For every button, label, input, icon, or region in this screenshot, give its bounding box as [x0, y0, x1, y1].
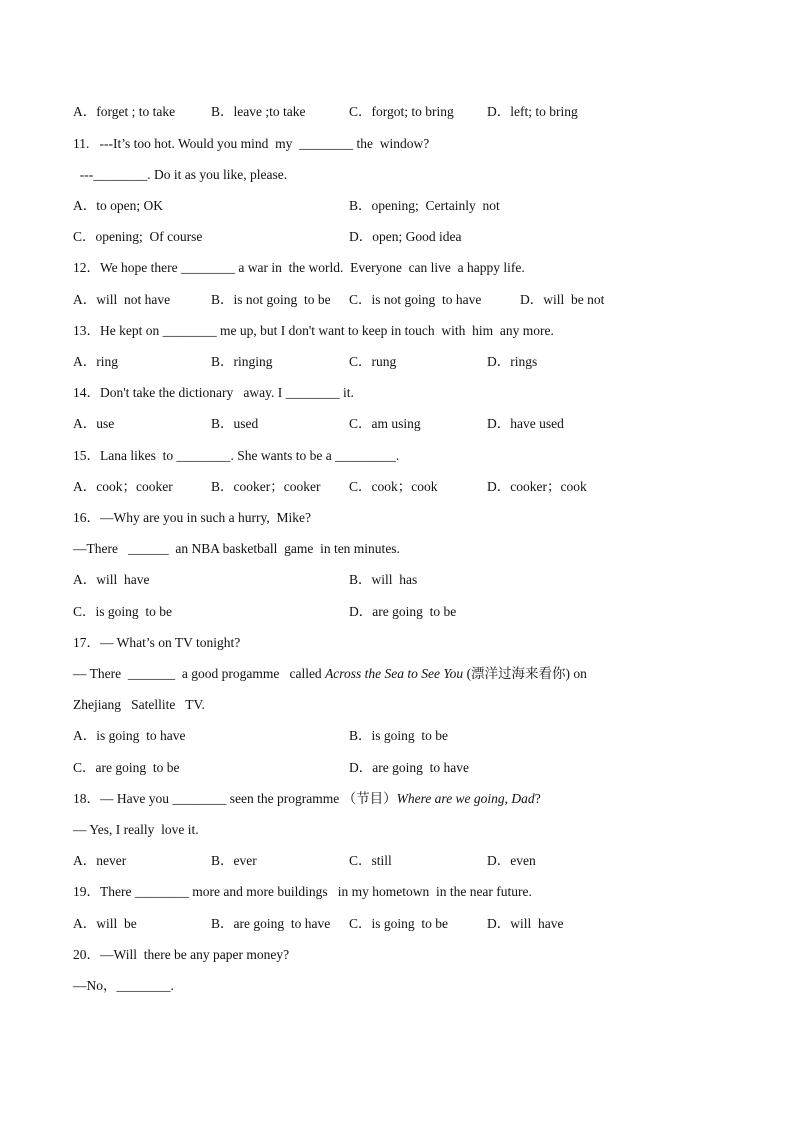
q17-reply-end: (漂洋过海来看你) on	[463, 666, 587, 681]
q14-option-b: B．used	[211, 416, 259, 431]
q16-option-c: C．is going to be	[73, 604, 173, 619]
q12-option-d: D．will be not	[520, 292, 605, 307]
q16-option-b: B．will has	[349, 572, 418, 587]
q19-option-a: A．will be	[73, 916, 137, 931]
q18-programme-title: Where are we going, Dad	[396, 791, 535, 806]
q19-option-c: C．is going to be	[349, 916, 449, 931]
q11-stem: 11. ---It’s too hot. Would you mind my ________ the window?	[73, 136, 430, 151]
q17-option-d: D．are going to have	[349, 760, 469, 775]
q18-option-c: C．still	[349, 853, 392, 868]
q11-reply: ---________. Do it as you like, please.	[73, 167, 288, 182]
q11-option-a: A．to open; OK	[73, 198, 163, 213]
q17-reply-continued: Zhejiang Satellite TV.	[73, 697, 205, 712]
q17-reply	[73, 666, 587, 682]
q12-stem: 12．We hope there ________ a war in the world. Everyone can live a happy life.	[73, 260, 525, 275]
q11-option-d: D．open; Good idea	[349, 229, 462, 244]
q14-option-a: A．use	[73, 416, 115, 431]
q18-stem-end: ?	[534, 791, 541, 806]
q20-reply: —No，________.	[73, 978, 174, 993]
q14-option-c: C．am using	[349, 416, 421, 431]
q15-option-b: B．cooker；cooker	[211, 479, 321, 494]
q19-option-d: D．will have	[487, 916, 564, 931]
q18-option-d: D．even	[487, 853, 536, 868]
q13-option-b: B．ringing	[211, 354, 273, 369]
q17-reply-start: — There _______ a good progamme called	[73, 666, 326, 681]
q10-option-b: B．leave ;to take	[211, 104, 306, 119]
q16-stem: 16．—Why are you in such a hurry, Mike?	[73, 510, 311, 525]
q13-option-a: A．ring	[73, 354, 118, 369]
q17-option-c: C．are going to be	[73, 760, 180, 775]
q13-option-d: D．rings	[487, 354, 538, 369]
q15-option-a: A．cook；cooker	[73, 479, 173, 494]
q16-option-a: A．will have	[73, 572, 150, 587]
q11-option-b: B．opening; Certainly not	[349, 198, 500, 213]
q10-option-d: D．left; to bring	[487, 104, 578, 119]
q11-option-c: C．opening; Of course	[73, 229, 203, 244]
q18-reply: — Yes, I really love it.	[73, 822, 199, 837]
q16-option-d: D．are going to be	[349, 604, 457, 619]
q14-option-d: D．have used	[487, 416, 564, 431]
q20-stem: 20．—Will there be any paper money?	[73, 947, 290, 962]
q10-option-c: C．forgot; to bring	[349, 104, 454, 119]
q12-option-b: B．is not going to be	[211, 292, 331, 307]
q12-option-a: A．will not have	[73, 292, 171, 307]
q10-option-a: A．forget ; to take	[73, 104, 176, 119]
q12-option-c: C．is not going to have	[349, 292, 482, 307]
q18-stem	[73, 791, 541, 807]
q17-stem: 17．— What’s on TV tonight?	[73, 635, 241, 650]
q13-stem: 13．He kept on ________ me up, but I don't want to keep in touch with him any more.	[73, 323, 554, 338]
q18-stem-start: 18．— Have you ________ seen the programme （节目）	[73, 791, 397, 806]
q15-option-c: C．cook；cook	[349, 479, 438, 494]
q18-option-b: B．ever	[211, 853, 257, 868]
q19-option-b: B．are going to have	[211, 916, 331, 931]
q15-option-d: D．cooker；cook	[487, 479, 587, 494]
q19-stem: 19．There ________ more and more buildings in my hometown in the near future.	[73, 884, 532, 899]
q16-reply: —There ______ an NBA basketball game in ten minutes.	[73, 541, 400, 556]
q17-option-b: B．is going to be	[349, 728, 449, 743]
q13-option-c: C．rung	[349, 354, 397, 369]
q15-stem: 15．Lana likes to ________. She wants to be a _________.	[73, 448, 400, 463]
q17-programme-title: Across the Sea to See You	[325, 666, 464, 681]
q17-option-a: A．is going to have	[73, 728, 186, 743]
q18-option-a: A．never	[73, 853, 127, 868]
q14-stem: 14．Don't take the dictionary away. I ________ it.	[73, 385, 354, 400]
